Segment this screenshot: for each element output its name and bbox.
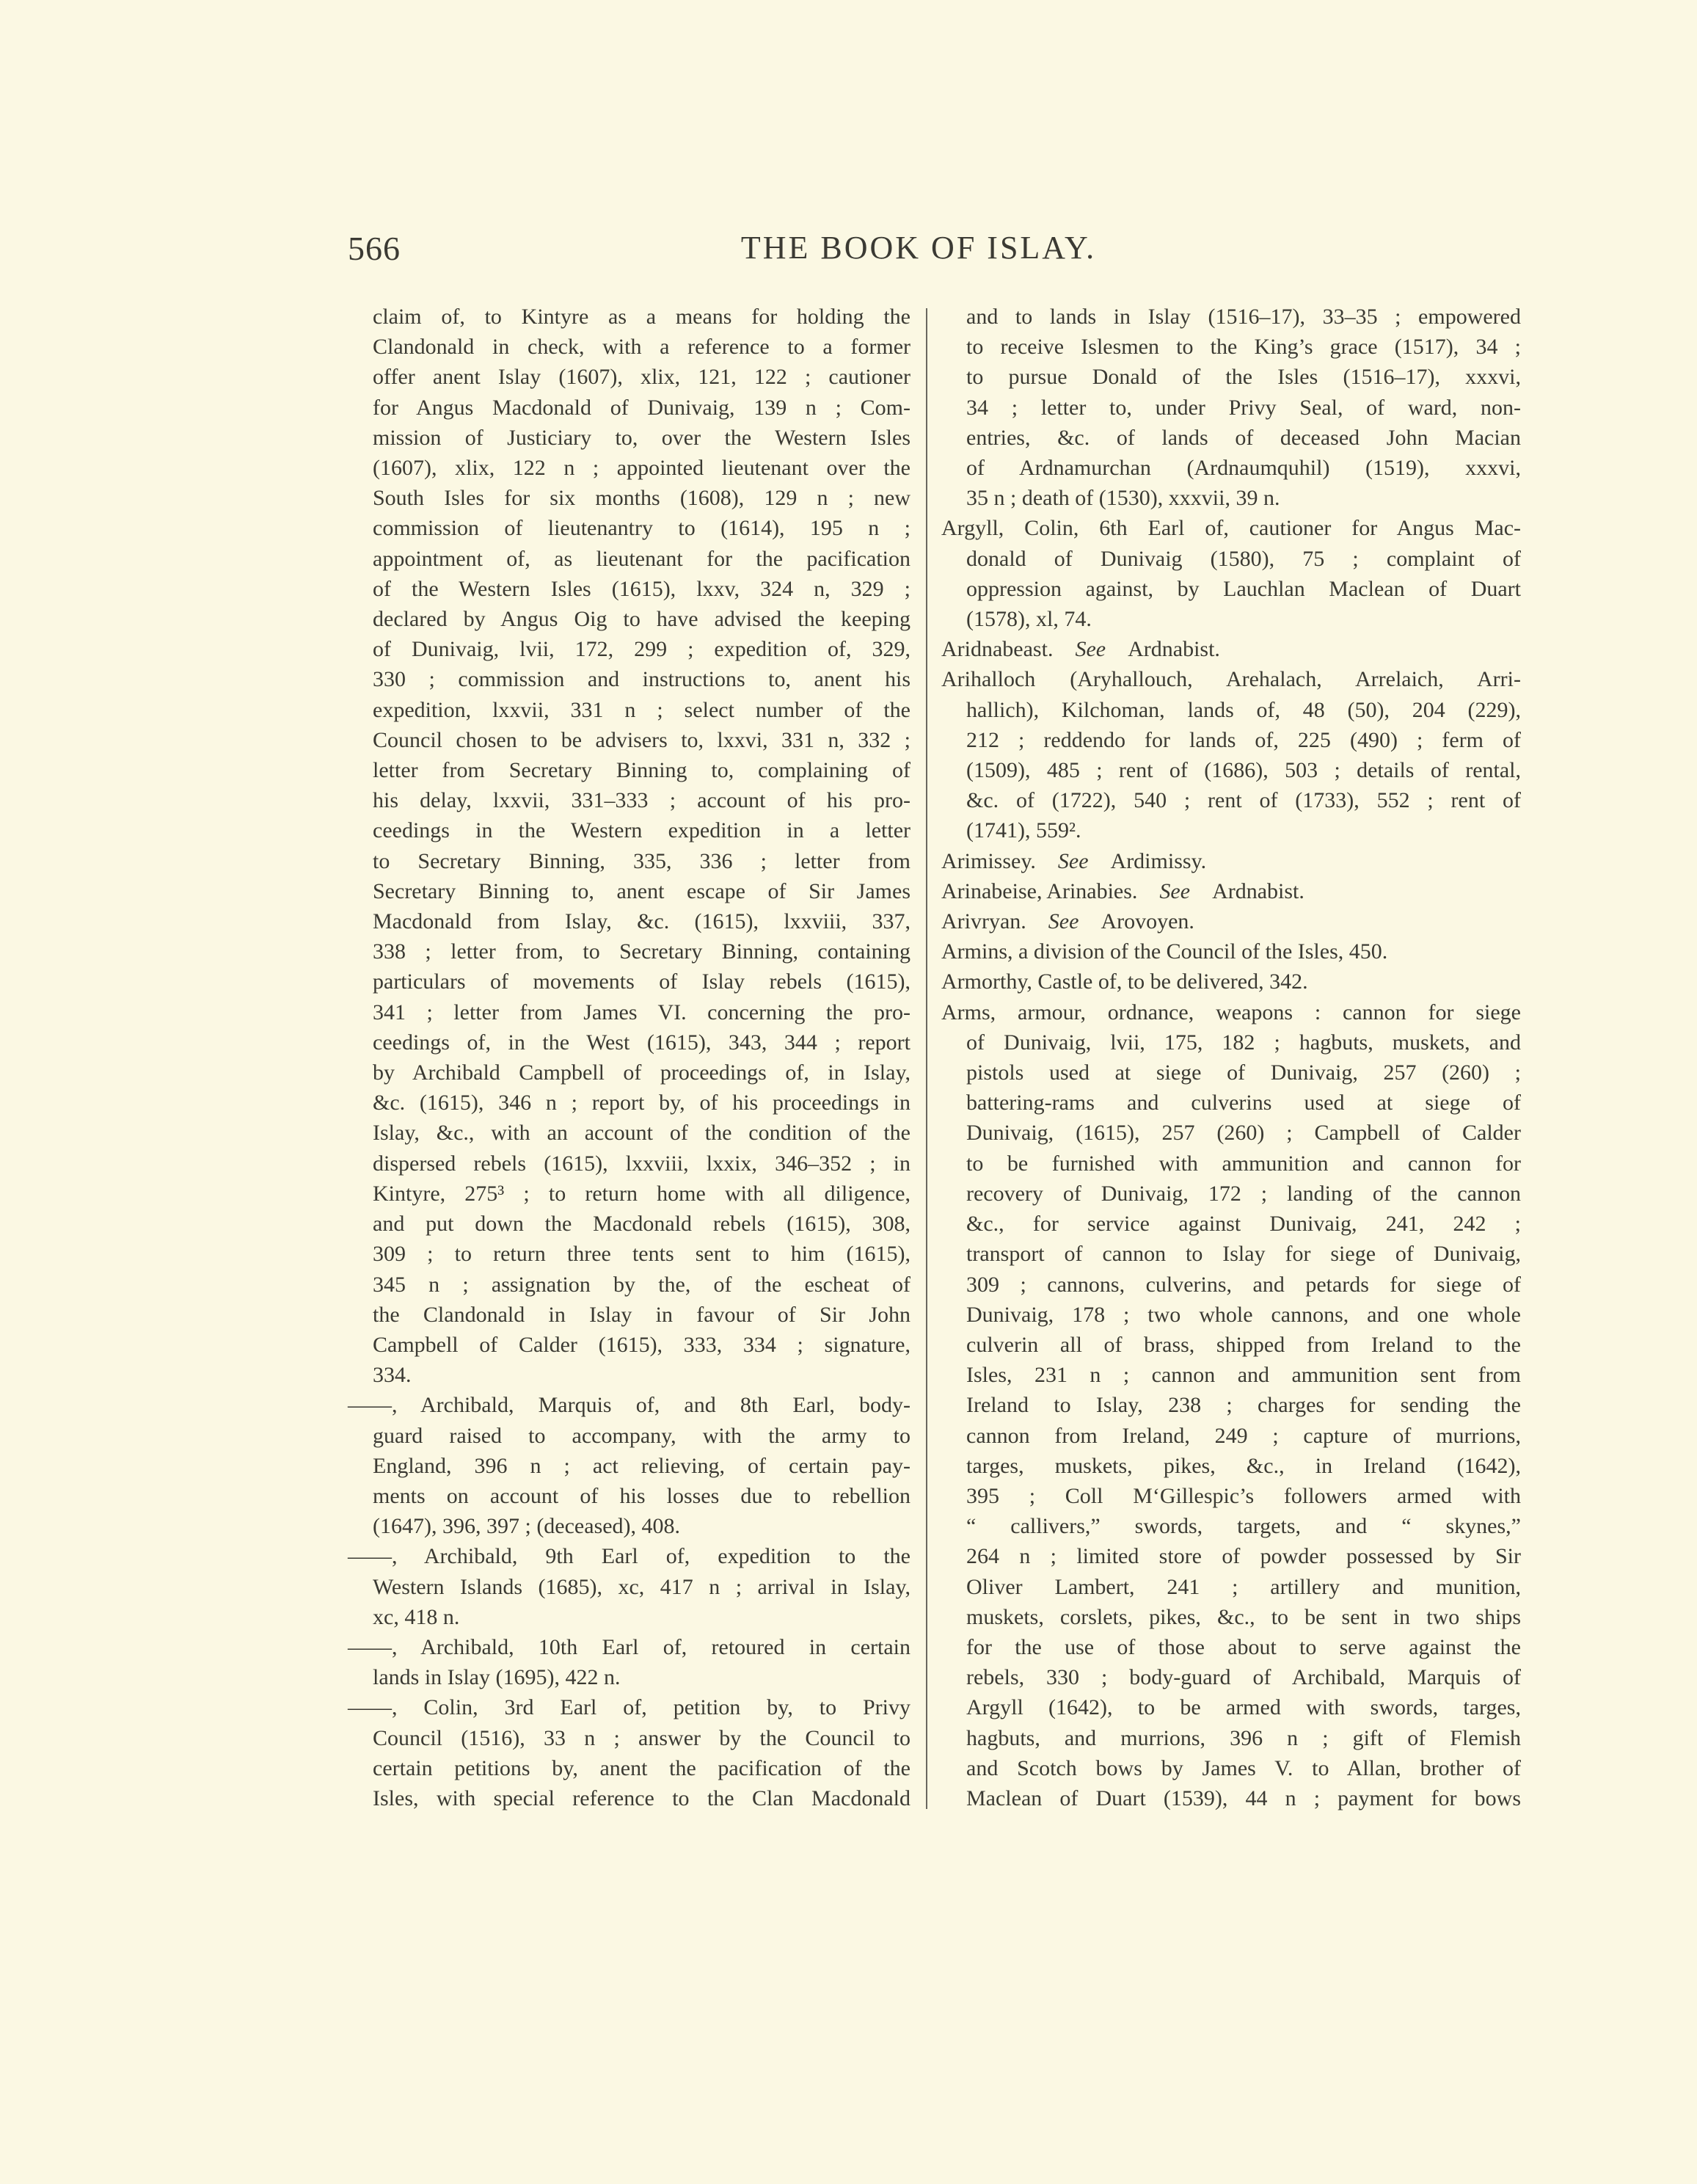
entry-line: (1647), 396, 397 ; (deceased), 408. [373, 1514, 681, 1539]
entry-line: certain petitions by, anent the pacification of the [373, 1755, 910, 1780]
entry-line: (1509), 485 ; rent of (1686), 503 ; details of rental, [966, 758, 1521, 783]
entry-line: rebels, 330 ; body-guard of Archibald, Marquis of [966, 1665, 1521, 1690]
entry-line: donald of Dunivaig (1580), 75 ; complaint of [966, 546, 1521, 571]
entry-line: Armorthy, Castle of, to be delivered, 342. [941, 969, 1308, 994]
entry-line: Islay, &c., with an account of the condition of the [373, 1121, 910, 1146]
entry-term: Aridnabeast. [941, 637, 1054, 662]
entry-line: mission of Justiciary to, over the Western Isles [373, 425, 910, 450]
entry-line: particulars of movements of Islay rebels (1615), [373, 969, 910, 994]
index-entry [941, 936, 1521, 967]
entry-line: declared by Angus Oig to have advised the keeping [373, 607, 910, 632]
entry-line: Western Islands (1685), xc, 417 n ; arrival in Islay, [373, 1574, 910, 1599]
index-entry [348, 1390, 910, 1541]
entry-line: cannon from Ireland, 249 ; capture of murrions, [966, 1423, 1521, 1448]
entry-line: for the use of those about to serve against the [966, 1634, 1521, 1659]
entry-line: xc, 418 n. [373, 1604, 460, 1629]
entry-line: and to lands in Islay (1516–17), 33–35 ; empowered [966, 305, 1521, 329]
entry-line: Argyll, Colin, 6th Earl of, cautioner for Angus Mac- [941, 516, 1521, 541]
index-entry-cross-reference [941, 876, 1521, 906]
entry-term: Arivryan. [941, 909, 1026, 934]
index-entry [348, 1541, 910, 1632]
see-reference: Ardnabist. [1212, 878, 1304, 903]
entry-line: 309 ; cannons, culverins, and petards for siege of [966, 1272, 1521, 1297]
entry-line: ceedings of, in the West (1615), 343, 344 ; report [373, 1030, 910, 1055]
entry-line: culverin all of brass, shipped from Ireland to the [966, 1332, 1521, 1357]
entry-line: claim of, to Kintyre as a means for holding the [373, 305, 910, 329]
entry-line: targes, muskets, pikes, &c., in Ireland (1642), [966, 1453, 1521, 1478]
entry-line: Kintyre, 275³ ; to return home with all diligence, [373, 1181, 910, 1206]
entry-line: Campbell of Calder (1615), 333, 334 ; signature, [373, 1332, 910, 1357]
index-entry-cross-reference [941, 634, 1521, 664]
entry-line: letter from Secretary Binning to, complaining of [373, 758, 910, 783]
index-entry-cross-reference [941, 906, 1521, 936]
see-reference: Arovoyen. [1101, 909, 1194, 934]
entry-line: 35 n ; death of (1530), xxxvii, 39 n. [966, 486, 1280, 511]
entry-line: for Angus Macdonald of Dunivaig, 139 n ; Com- [373, 395, 910, 420]
see-label: See [1057, 848, 1089, 873]
entry-line: Council (1516), 33 n ; answer by the Council to [373, 1725, 910, 1750]
entry-line: expedition, lxxvii, 331 n ; select number of the [373, 697, 910, 722]
entry-line: and Scotch bows by James V. to Allan, brother of [966, 1755, 1521, 1780]
index-entry [941, 513, 1521, 634]
column-divider [926, 308, 927, 1809]
entry-line: Armins, a division of the Council of the Isles, 450. [941, 939, 1388, 964]
entry-line: Ireland to Islay, 238 ; charges for sending the [966, 1393, 1521, 1418]
entry-line: “ callivers,” swords, targets, and “ skynes,” [966, 1514, 1521, 1539]
entry-line: to be furnished with ammunition and cannon for [966, 1151, 1521, 1176]
entry-line: ——, Archibald, 10th Earl of, retoured in certain [348, 1634, 910, 1659]
see-reference: Ardnabist. [1128, 637, 1220, 662]
entry-line: ——, Colin, 3rd Earl of, petition by, to Privy [348, 1695, 910, 1720]
entry-line: to Secretary Binning, 335, 336 ; letter from [373, 848, 910, 873]
entry-line: South Isles for six months (1608), 129 n ; new [373, 486, 910, 511]
entry-line: ——, Archibald, Marquis of, and 8th Earl, body- [348, 1393, 910, 1418]
page-number: 566 [348, 230, 401, 267]
entry-line: (1578), xl, 74. [966, 607, 1092, 632]
entry-line: ——, Archibald, 9th Earl of, expedition to the [348, 1544, 910, 1569]
entry-line: to pursue Donald of the Isles (1516–17), xxxvi, [966, 365, 1521, 390]
index-entry [348, 1692, 910, 1813]
entry-line: of Ardnamurchan (Ardnaumquhil) (1519), xxxvi, [966, 456, 1521, 481]
index-column-left [348, 302, 910, 1813]
running-title: THE BOOK OF ISLAY. [740, 230, 1097, 266]
index-entry [941, 664, 1521, 845]
entry-line: (1741), 559². [966, 818, 1081, 843]
index-entry-cross-reference [941, 846, 1521, 876]
entry-line: &c. (1615), 346 n ; report by, of his proceedings in [373, 1091, 910, 1115]
entry-line: England, 396 n ; act relieving, of certain pay- [373, 1453, 910, 1478]
entry-line: offer anent Islay (1607), xlix, 121, 122 ; cautioner [373, 365, 910, 390]
entry-line: &c., for service against Dunivaig, 241, 242 ; [966, 1212, 1521, 1237]
entry-line: entries, &c. of lands of deceased John Macian [966, 425, 1521, 450]
entry-line: Dunivaig, 178 ; two whole cannons, and one whole [966, 1302, 1521, 1327]
index-entry [373, 302, 910, 1390]
entry-line: 345 n ; assignation by the, of the escheat of [373, 1272, 910, 1297]
entry-line: pistols used at siege of Dunivaig, 257 (260) ; [966, 1060, 1521, 1085]
entry-line: 395 ; Coll M‘Gillespic’s followers armed with [966, 1483, 1521, 1508]
entry-line: ceedings in the Western expedition in a letter [373, 818, 910, 843]
see-reference: Ardimissy. [1110, 848, 1207, 873]
entry-line: hagbuts, and murrions, 396 n ; gift of Flemish [966, 1725, 1521, 1750]
index-entry [941, 967, 1521, 997]
entry-line: 334. [373, 1363, 412, 1388]
entry-line: Dunivaig, (1615), 257 (260) ; Campbell of Calder [966, 1121, 1521, 1146]
entry-line: 309 ; to return three tents sent to him (1615), [373, 1242, 910, 1267]
entry-line: lands in Islay (1695), 422 n. [373, 1665, 621, 1690]
entry-line: muskets, corslets, pikes, &c., to be sent in two ships [966, 1604, 1521, 1629]
entry-term: Arinabeise, Arinabies. [941, 878, 1138, 903]
entry-line: Isles, with special reference to the Clan Macdonald [373, 1786, 910, 1810]
entry-line: Maclean of Duart (1539), 44 n ; payment for bows [966, 1786, 1521, 1810]
index-entry [941, 997, 1521, 1813]
entry-line: 34 ; letter to, under Privy Seal, of ward, non- [966, 395, 1521, 420]
entry-line: and put down the Macdonald rebels (1615), 308, [373, 1212, 910, 1237]
entry-line: Arms, armour, ordnance, weapons : cannon for siege [941, 1000, 1521, 1024]
entry-line: his delay, lxxvii, 331–333 ; account of his pro- [373, 788, 910, 813]
entry-line: of the Western Isles (1615), lxxv, 324 n, 329 ; [373, 576, 910, 601]
entry-line: oppression against, by Lauchlan Maclean of Duart [966, 576, 1521, 601]
see-label: See [1159, 878, 1191, 903]
entry-line: commission of lieutenantry to (1614), 195 n ; [373, 516, 910, 541]
entry-line: 212 ; reddendo for lands of, 225 (490) ; ferm of [966, 727, 1521, 752]
entry-line: Secretary Binning to, anent escape of Sir James [373, 878, 910, 903]
see-label: See [1048, 909, 1079, 934]
entry-line: to receive Islesmen to the King’s grace (1517), 34 ; [966, 335, 1521, 360]
index-column-right [941, 302, 1521, 1813]
entry-line: 264 n ; limited store of powder possessed by Sir [966, 1544, 1521, 1569]
entry-line: 330 ; commission and instructions to, anent his [373, 667, 910, 692]
entry-line: Isles, 231 n ; cannon and ammunition sent from [966, 1363, 1521, 1388]
entry-line: Council chosen to be advisers to, lxxvi, 331 n, 332 ; [373, 727, 910, 752]
entry-line: hallich), Kilchoman, lands of, 48 (50), 204 (229), [966, 697, 1521, 722]
entry-line: battering-rams and culverins used at siege of [966, 1091, 1521, 1115]
entry-line: dispersed rebels (1615), lxxviii, lxxix, 346–352 ; in [373, 1151, 910, 1176]
entry-line: 341 ; letter from James VI. concerning the pro- [373, 1000, 910, 1024]
entry-line: Argyll (1642), to be armed with swords, targes, [966, 1695, 1521, 1720]
index-entry [966, 302, 1521, 513]
entry-line: Oliver Lambert, 241 ; artillery and munition, [966, 1574, 1521, 1599]
entry-line: of Dunivaig, lvii, 172, 299 ; expedition of, 329, [373, 637, 910, 662]
entry-line: the Clandonald in Islay in favour of Sir John [373, 1302, 910, 1327]
entry-line: Clandonald in check, with a reference to a former [373, 335, 910, 360]
entry-line: appointment of, as lieutenant for the pacification [373, 546, 910, 571]
see-label: See [1075, 637, 1106, 662]
entry-line: of Dunivaig, lvii, 175, 182 ; hagbuts, muskets, and [966, 1030, 1521, 1055]
entry-line: 338 ; letter from, to Secretary Binning, containing [373, 939, 910, 964]
entry-line: guard raised to accompany, with the army to [373, 1423, 910, 1448]
entry-term: Arimissey. [941, 848, 1036, 873]
entry-line: ments on account of his losses due to rebellion [373, 1483, 910, 1508]
entry-line: (1607), xlix, 122 n ; appointed lieutenant over the [373, 456, 910, 481]
entry-line: by Archibald Campbell of proceedings of, in Islay, [373, 1060, 910, 1085]
entry-line: &c. of (1722), 540 ; rent of (1733), 552 ; rent of [966, 788, 1521, 813]
entry-line: Arihalloch (Aryhallouch, Arehalach, Arrelaich, Arri- [941, 667, 1521, 692]
entry-line: Macdonald from Islay, &c. (1615), lxxviii, 337, [373, 909, 910, 934]
entry-line: transport of cannon to Islay for siege of Dunivaig, [966, 1242, 1521, 1267]
index-entry [348, 1632, 910, 1692]
entry-line: recovery of Dunivaig, 172 ; landing of the cannon [966, 1181, 1521, 1206]
